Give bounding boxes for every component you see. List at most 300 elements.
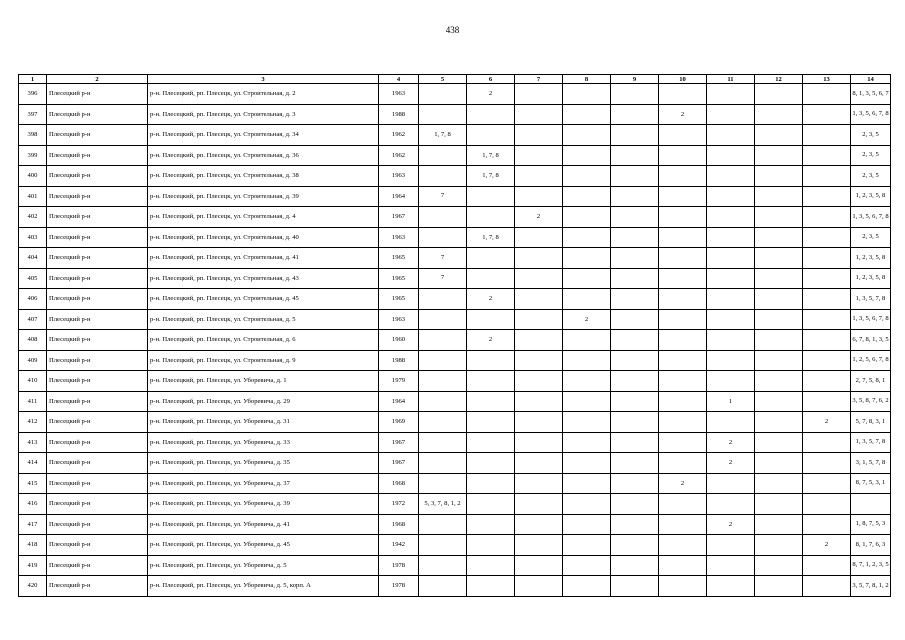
- table-cell-col-2: Плесецкий р-н: [47, 432, 148, 453]
- table-cell-col-2: Плесецкий р-н: [47, 104, 148, 125]
- table-cell-col-13: [803, 391, 851, 412]
- table-cell-col-8: [563, 289, 611, 310]
- table-cell-col-9: [611, 330, 659, 351]
- table-cell-col-12: [755, 186, 803, 207]
- table-cell-col-2: Плесецкий р-н: [47, 535, 148, 556]
- table-cell-col-11: 2: [707, 514, 755, 535]
- table-cell-col-13: [803, 248, 851, 269]
- table-cell-col-3: р-н. Плесецкий, рп. Плесецк, ул. Строительная, д. 34: [148, 125, 379, 146]
- table-cell-col-11: [707, 330, 755, 351]
- table-cell-col-12: [755, 535, 803, 556]
- table-row: [19, 371, 891, 392]
- table-cell-col-3: р-н. Плесецкий, рп. Плесецк, ул. Строительная, д. 5: [148, 309, 379, 330]
- table-cell-col-5: [419, 555, 467, 576]
- table-cell-col-11: [707, 494, 755, 515]
- table-cell-col-1: 407: [19, 309, 47, 330]
- table-cell-col-5: [419, 166, 467, 187]
- table-cell-col-1: 400: [19, 166, 47, 187]
- table-row: [19, 145, 891, 166]
- table-cell-col-10: [659, 145, 707, 166]
- table-cell-col-8: 2: [563, 309, 611, 330]
- table-cell-col-14: 2, 3, 5: [851, 145, 891, 166]
- table-cell-col-5: 7: [419, 268, 467, 289]
- table-cell-col-7: [515, 350, 563, 371]
- table-cell-col-6: 1, 7, 8: [467, 166, 515, 187]
- table-cell-col-10: [659, 84, 707, 105]
- table-cell-col-9: [611, 371, 659, 392]
- table-cell-col-13: [803, 84, 851, 105]
- table-cell-col-6: 1, 7, 8: [467, 145, 515, 166]
- table-cell-col-12: [755, 330, 803, 351]
- table-cell-col-13: [803, 371, 851, 392]
- column-header-1: 1: [19, 75, 47, 84]
- table-cell-col-14: 1, 3, 5, 7, 8: [851, 289, 891, 310]
- table-cell-col-11: [707, 125, 755, 146]
- table-cell-col-13: [803, 125, 851, 146]
- table-cell-col-13: [803, 453, 851, 474]
- table-cell-col-12: [755, 555, 803, 576]
- table-cell-col-1: 415: [19, 473, 47, 494]
- table-cell-col-7: [515, 145, 563, 166]
- table-cell-col-7: [515, 371, 563, 392]
- table-row: [19, 412, 891, 433]
- table-cell-col-13: [803, 289, 851, 310]
- table-cell-col-6: [467, 125, 515, 146]
- table-cell-col-9: [611, 207, 659, 228]
- table-cell-col-9: [611, 350, 659, 371]
- table-cell-col-5: 7: [419, 248, 467, 269]
- table-cell-col-4: 1963: [379, 166, 419, 187]
- table-cell-col-13: [803, 166, 851, 187]
- table-cell-col-7: [515, 432, 563, 453]
- table-cell-col-2: Плесецкий р-н: [47, 145, 148, 166]
- table-cell-col-4: 1960: [379, 330, 419, 351]
- table-cell-col-12: [755, 268, 803, 289]
- table-cell-col-13: [803, 330, 851, 351]
- table-cell-col-1: 403: [19, 227, 47, 248]
- table-cell-col-8: [563, 145, 611, 166]
- table-cell-col-2: Плесецкий р-н: [47, 412, 148, 433]
- table-cell-col-14: 1, 3, 5, 7, 8: [851, 432, 891, 453]
- table-cell-col-10: [659, 166, 707, 187]
- table-cell-col-12: [755, 473, 803, 494]
- table-cell-col-13: [803, 494, 851, 515]
- table-cell-col-11: [707, 309, 755, 330]
- table-cell-col-4: 1968: [379, 473, 419, 494]
- table-cell-col-8: [563, 330, 611, 351]
- table-row: [19, 84, 891, 105]
- table-cell-col-10: [659, 453, 707, 474]
- table-cell-col-6: [467, 555, 515, 576]
- table-cell-col-8: [563, 125, 611, 146]
- column-header-11: 11: [707, 75, 755, 84]
- table-cell-col-14: 5, 7, 8, 3, 1: [851, 412, 891, 433]
- table-cell-col-4: 1969: [379, 412, 419, 433]
- table-cell-col-6: [467, 514, 515, 535]
- table-cell-col-8: [563, 576, 611, 597]
- table-cell-col-7: [515, 535, 563, 556]
- table-cell-col-6: 2: [467, 84, 515, 105]
- table-cell-col-2: Плесецкий р-н: [47, 248, 148, 269]
- table-cell-col-3: р-н. Плесецкий, рп. Плесецк, ул. Уборевича, д. 33: [148, 432, 379, 453]
- table-cell-col-12: [755, 514, 803, 535]
- column-header-7: 7: [515, 75, 563, 84]
- table-cell-col-2: Плесецкий р-н: [47, 166, 148, 187]
- table-cell-col-7: [515, 289, 563, 310]
- table-cell-col-2: Плесецкий р-н: [47, 514, 148, 535]
- table-cell-col-3: р-н. Плесецкий, рп. Плесецк, ул. Уборевича, д. 35: [148, 453, 379, 474]
- table-cell-col-9: [611, 248, 659, 269]
- table-cell-col-12: [755, 166, 803, 187]
- table-cell-col-5: [419, 371, 467, 392]
- table-cell-col-1: 405: [19, 268, 47, 289]
- table-cell-col-1: 402: [19, 207, 47, 228]
- column-header-6: 6: [467, 75, 515, 84]
- table-cell-col-12: [755, 391, 803, 412]
- table-cell-col-5: [419, 453, 467, 474]
- table-cell-col-10: [659, 494, 707, 515]
- table-cell-col-5: 1, 7, 8: [419, 125, 467, 146]
- table-row: [19, 432, 891, 453]
- table-cell-col-5: [419, 84, 467, 105]
- table-cell-col-6: [467, 412, 515, 433]
- table-cell-col-8: [563, 186, 611, 207]
- table-cell-col-5: [419, 207, 467, 228]
- table-cell-col-6: [467, 371, 515, 392]
- table-cell-col-14: 8, 1, 3, 5, 6, 7: [851, 84, 891, 105]
- table-cell-col-8: [563, 412, 611, 433]
- table-row: [19, 330, 891, 351]
- table-cell-col-14: [851, 494, 891, 515]
- table-cell-col-4: 1972: [379, 494, 419, 515]
- table-cell-col-3: р-н. Плесецкий, рп. Плесецк, ул. Уборевича, д. 29: [148, 391, 379, 412]
- table-cell-col-10: [659, 371, 707, 392]
- table-cell-col-3: р-н. Плесецкий, рп. Плесецк, ул. Строительная, д. 45: [148, 289, 379, 310]
- table-cell-col-11: [707, 186, 755, 207]
- table-cell-col-11: [707, 576, 755, 597]
- table-cell-col-4: 1965: [379, 289, 419, 310]
- table-row: [19, 166, 891, 187]
- table-cell-col-6: [467, 535, 515, 556]
- table-cell-col-12: [755, 227, 803, 248]
- table-cell-col-3: р-н. Плесецкий, рп. Плесецк, ул. Строительная, д. 4: [148, 207, 379, 228]
- table-cell-col-2: Плесецкий р-н: [47, 453, 148, 474]
- table-cell-col-2: Плесецкий р-н: [47, 268, 148, 289]
- table-cell-col-13: [803, 555, 851, 576]
- table-cell-col-8: [563, 207, 611, 228]
- table-cell-col-11: [707, 84, 755, 105]
- table-cell-col-8: [563, 453, 611, 474]
- table-cell-col-3: р-н. Плесецкий, рп. Плесецк, ул. Строительная, д. 9: [148, 350, 379, 371]
- table-cell-col-2: Плесецкий р-н: [47, 84, 148, 105]
- table-cell-col-7: [515, 514, 563, 535]
- table-row: [19, 227, 891, 248]
- table-cell-col-6: [467, 248, 515, 269]
- table-cell-col-14: 8, 1, 7, 6, 3: [851, 535, 891, 556]
- table-cell-col-8: [563, 535, 611, 556]
- table-cell-col-2: Плесецкий р-н: [47, 227, 148, 248]
- table-cell-col-13: 2: [803, 535, 851, 556]
- table-cell-col-5: [419, 514, 467, 535]
- column-header-13: 13: [803, 75, 851, 84]
- table-cell-col-9: [611, 289, 659, 310]
- table-cell-col-7: [515, 309, 563, 330]
- table-cell-col-1: 406: [19, 289, 47, 310]
- table-cell-col-12: [755, 84, 803, 105]
- table-cell-col-5: [419, 391, 467, 412]
- table-cell-col-5: [419, 145, 467, 166]
- table-cell-col-11: [707, 412, 755, 433]
- table-cell-col-13: [803, 473, 851, 494]
- table-cell-col-1: 404: [19, 248, 47, 269]
- table-cell-col-1: 410: [19, 371, 47, 392]
- table-cell-col-9: [611, 84, 659, 105]
- table-cell-col-2: Плесецкий р-н: [47, 391, 148, 412]
- table-cell-col-4: 1967: [379, 207, 419, 228]
- table-cell-col-7: [515, 227, 563, 248]
- table-row: [19, 125, 891, 146]
- table-cell-col-4: 1988: [379, 350, 419, 371]
- table-cell-col-8: [563, 104, 611, 125]
- table-row: [19, 350, 891, 371]
- table-cell-col-5: [419, 432, 467, 453]
- table-cell-col-5: [419, 227, 467, 248]
- table-cell-col-9: [611, 473, 659, 494]
- table-cell-col-10: [659, 268, 707, 289]
- table-cell-col-4: 1967: [379, 432, 419, 453]
- table-cell-col-12: [755, 125, 803, 146]
- table-cell-col-9: [611, 453, 659, 474]
- table-cell-col-1: 399: [19, 145, 47, 166]
- table-cell-col-14: 8, 7, 1, 2, 3, 5: [851, 555, 891, 576]
- table-cell-col-11: [707, 227, 755, 248]
- table-cell-col-3: р-н. Плесецкий, рп. Плесецк, ул. Строительная, д. 40: [148, 227, 379, 248]
- table-cell-col-5: [419, 473, 467, 494]
- table-cell-col-10: [659, 186, 707, 207]
- table-cell-col-5: [419, 576, 467, 597]
- table-cell-col-14: 3, 1, 5, 7, 8: [851, 453, 891, 474]
- column-header-10: 10: [659, 75, 707, 84]
- table-cell-col-2: Плесецкий р-н: [47, 555, 148, 576]
- table-cell-col-10: [659, 125, 707, 146]
- table-cell-col-8: [563, 473, 611, 494]
- table-cell-col-13: [803, 227, 851, 248]
- table-cell-col-2: Плесецкий р-н: [47, 207, 148, 228]
- table-cell-col-10: [659, 391, 707, 412]
- table-cell-col-12: [755, 289, 803, 310]
- table-cell-col-1: 398: [19, 125, 47, 146]
- table-cell-col-1: 414: [19, 453, 47, 474]
- table-cell-col-4: 1962: [379, 125, 419, 146]
- table-cell-col-13: [803, 309, 851, 330]
- table-cell-col-9: [611, 309, 659, 330]
- table-cell-col-8: [563, 494, 611, 515]
- table-cell-col-7: [515, 494, 563, 515]
- table-cell-col-11: [707, 166, 755, 187]
- table-cell-col-10: 2: [659, 104, 707, 125]
- table-cell-col-4: 1968: [379, 514, 419, 535]
- table-cell-col-6: [467, 432, 515, 453]
- table-cell-col-11: [707, 350, 755, 371]
- table-cell-col-1: 418: [19, 535, 47, 556]
- table-cell-col-6: 2: [467, 289, 515, 310]
- table-cell-col-7: [515, 412, 563, 433]
- table-cell-col-8: [563, 555, 611, 576]
- table-cell-col-13: [803, 268, 851, 289]
- table-cell-col-3: р-н. Плесецкий, рп. Плесецк, ул. Строительная, д. 39: [148, 186, 379, 207]
- table-cell-col-8: [563, 248, 611, 269]
- table-cell-col-3: р-н. Плесецкий, рп. Плесецк, ул. Строительная, д. 41: [148, 248, 379, 269]
- table-cell-col-2: Плесецкий р-н: [47, 289, 148, 310]
- table-cell-col-7: [515, 391, 563, 412]
- table-cell-col-11: 2: [707, 453, 755, 474]
- table-cell-col-4: 1978: [379, 576, 419, 597]
- table-cell-col-14: 1, 3, 5, 6, 7, 8: [851, 309, 891, 330]
- table-cell-col-10: [659, 432, 707, 453]
- table-cell-col-9: [611, 166, 659, 187]
- table-cell-col-1: 416: [19, 494, 47, 515]
- table-cell-col-4: 1962: [379, 145, 419, 166]
- table-cell-col-6: [467, 473, 515, 494]
- table-cell-col-3: р-н. Плесецкий, рп. Плесецк, ул. Строительная, д. 2: [148, 84, 379, 105]
- table-cell-col-10: [659, 350, 707, 371]
- table-cell-col-3: р-н. Плесецкий, рп. Плесецк, ул. Строительная, д. 36: [148, 145, 379, 166]
- table-cell-col-5: [419, 289, 467, 310]
- table-row: [19, 289, 891, 310]
- table-cell-col-14: 1, 8, 7, 5, 3: [851, 514, 891, 535]
- table-cell-col-8: [563, 227, 611, 248]
- table-cell-col-12: [755, 104, 803, 125]
- table-cell-col-14: 2, 3, 5: [851, 166, 891, 187]
- table-cell-col-14: 1, 2, 3, 5, 8: [851, 186, 891, 207]
- table-cell-col-8: [563, 84, 611, 105]
- table-cell-col-1: 411: [19, 391, 47, 412]
- table-cell-col-10: [659, 248, 707, 269]
- table-cell-col-3: р-н. Плесецкий, рп. Плесецк, ул. Строительная, д. 3: [148, 104, 379, 125]
- table-cell-col-5: 7: [419, 186, 467, 207]
- table-cell-col-6: [467, 207, 515, 228]
- table-row: [19, 268, 891, 289]
- table-cell-col-4: 1988: [379, 104, 419, 125]
- table-cell-col-3: р-н. Плесецкий, рп. Плесецк, ул. Уборевича, д. 5, корп. А: [148, 576, 379, 597]
- table-cell-col-12: [755, 412, 803, 433]
- table-cell-col-14: 1, 3, 5, 6, 7, 8: [851, 207, 891, 228]
- page-number: 438: [445, 25, 460, 35]
- table-cell-col-8: [563, 268, 611, 289]
- table-cell-col-7: [515, 104, 563, 125]
- table-row: [19, 473, 891, 494]
- table-cell-col-3: р-н. Плесецкий, рп. Плесецк, ул. Уборевича, д. 41: [148, 514, 379, 535]
- table-row: [19, 535, 891, 556]
- table-cell-col-7: [515, 186, 563, 207]
- table-cell-col-3: р-н. Плесецкий, рп. Плесецк, ул. Строительная, д. 43: [148, 268, 379, 289]
- table-body: [19, 84, 891, 597]
- table-cell-col-7: [515, 84, 563, 105]
- table-cell-col-4: 1964: [379, 186, 419, 207]
- table-cell-col-7: [515, 125, 563, 146]
- table-cell-col-8: [563, 166, 611, 187]
- table-cell-col-11: 2: [707, 432, 755, 453]
- table-cell-col-12: [755, 576, 803, 597]
- table-cell-col-1: 401: [19, 186, 47, 207]
- table-cell-col-14: 1, 2, 3, 5, 8: [851, 248, 891, 269]
- table-cell-col-10: [659, 555, 707, 576]
- table-cell-col-6: [467, 186, 515, 207]
- table-cell-col-10: [659, 576, 707, 597]
- table-cell-col-1: 419: [19, 555, 47, 576]
- table-cell-col-2: Плесецкий р-н: [47, 186, 148, 207]
- table-cell-col-11: [707, 145, 755, 166]
- table-cell-col-2: Плесецкий р-н: [47, 473, 148, 494]
- table-cell-col-4: 1964: [379, 391, 419, 412]
- table-cell-col-8: [563, 350, 611, 371]
- table-cell-col-13: 2: [803, 412, 851, 433]
- table-cell-col-9: [611, 494, 659, 515]
- table-cell-col-4: 1965: [379, 268, 419, 289]
- table-cell-col-12: [755, 145, 803, 166]
- table-cell-col-1: 417: [19, 514, 47, 535]
- table-cell-col-1: 420: [19, 576, 47, 597]
- table-cell-col-13: [803, 350, 851, 371]
- table-cell-col-1: 396: [19, 84, 47, 105]
- column-header-4: 4: [379, 75, 419, 84]
- table-cell-col-9: [611, 412, 659, 433]
- table-cell-col-10: [659, 207, 707, 228]
- table-cell-col-3: р-н. Плесецкий, рп. Плесецк, ул. Строительная, д. 6: [148, 330, 379, 351]
- table-cell-col-2: Плесецкий р-н: [47, 576, 148, 597]
- table-cell-col-9: [611, 104, 659, 125]
- table-cell-col-14: 6, 7, 8, 1, 3, 5: [851, 330, 891, 351]
- table-cell-col-12: [755, 432, 803, 453]
- table-cell-col-9: [611, 125, 659, 146]
- table-row: [19, 104, 891, 125]
- column-header-8: 8: [563, 75, 611, 84]
- table-cell-col-12: [755, 309, 803, 330]
- table-cell-col-11: [707, 207, 755, 228]
- table-cell-col-5: [419, 104, 467, 125]
- table-cell-col-6: 1, 7, 8: [467, 227, 515, 248]
- table-cell-col-3: р-н. Плесецкий, рп. Плесецк, ул. Уборевича, д. 37: [148, 473, 379, 494]
- table-cell-col-14: 2, 3, 5: [851, 125, 891, 146]
- table-cell-col-8: [563, 391, 611, 412]
- table-cell-col-13: [803, 576, 851, 597]
- table-row: [19, 555, 891, 576]
- table-cell-col-7: [515, 330, 563, 351]
- table-cell-col-12: [755, 350, 803, 371]
- table-cell-col-2: Плесецкий р-н: [47, 330, 148, 351]
- column-header-14: 14: [851, 75, 891, 84]
- table-cell-col-13: [803, 207, 851, 228]
- column-header-3: 3: [148, 75, 379, 84]
- table-cell-col-4: 1963: [379, 309, 419, 330]
- table-cell-col-13: [803, 514, 851, 535]
- table-cell-col-6: [467, 494, 515, 515]
- table-cell-col-14: 2, 7, 5, 8, 1: [851, 371, 891, 392]
- table-cell-col-4: 1979: [379, 371, 419, 392]
- table-cell-col-10: [659, 514, 707, 535]
- table-cell-col-4: 1978: [379, 555, 419, 576]
- table-cell-col-12: [755, 453, 803, 474]
- table-cell-col-2: Плесецкий р-н: [47, 309, 148, 330]
- table-cell-col-6: [467, 576, 515, 597]
- table-cell-col-6: [467, 104, 515, 125]
- table-cell-col-9: [611, 186, 659, 207]
- table-cell-col-13: [803, 186, 851, 207]
- header-row: [19, 75, 891, 84]
- table-cell-col-7: [515, 453, 563, 474]
- table-cell-col-7: [515, 576, 563, 597]
- table-row: [19, 309, 891, 330]
